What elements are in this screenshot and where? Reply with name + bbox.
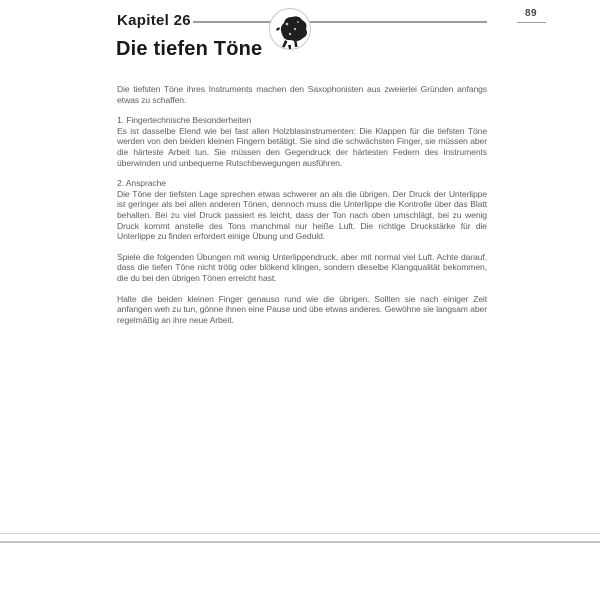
page-number: 89 [524, 8, 538, 19]
section-paragraph: Es ist dasselbe Elend wie bei fast allen Holzblasinstrumenten: Die Klappen für die tiefsten Töne werden von den beiden kleinen Fingern betätigt. Sie sind die schwächsten Finger, sie müssen aber die härteste Arbeit tun. Sie müssen den Gegendruck der härtesten Federn des Instruments überwinden und unbequeme Rutschbewegungen ausführen. [117, 125, 487, 168]
section-ansprache [117, 178, 487, 242]
saxophonist-vignette-icon [268, 7, 312, 51]
chapter-heading: Kapitel 26 [117, 12, 191, 29]
body-text-column [117, 84, 487, 335]
page-edge-line [0, 533, 600, 534]
section-heading: 2. Ansprache [117, 178, 166, 189]
section-paragraph: Die Töne der tiefsten Lage sprechen etwas schwerer an als die übrigen. Der Druck der Unterlippe ist geringer als bei allen anderen Tönen, dennoch muss die Unterlippe die Kontrolle über das Blatt behalten. Bei zu viel Druck passiert es leicht, dass der Ton nach oben umschlägt, bei zu wenig Druck kommt anstelle des Tons manchmal nur heiße Luft. Die richtige Druckstärke für die Unterlippe zu finden erfordert einige Übung und Geduld. [117, 188, 487, 242]
header-rule [193, 21, 487, 23]
closing-paragraph: Halte die beiden kleinen Finger genauso rund wie die übrigen. Sollten sie nach einiger Zeit anfangen weh zu tun, gönne ihnen eine Pause und übe etwas anderes. Gewöhne sie langsam aber regelmäßig an ihre neue Arbeit. [117, 293, 487, 325]
page-edge-line [0, 541, 600, 543]
page-number-underline [517, 22, 546, 23]
closing-paragraph: Spiele die folgenden Übungen mit wenig Unterlippendruck, aber mit normal viel Luft. Achte darauf, dass die tiefen Töne nicht trötig oder blökend klingen, sondern dieselbe Klangqualität bekommen, die du bei den übrigen Tönen erreicht hast. [117, 251, 487, 283]
page-title: Die tiefen Töne [116, 38, 263, 60]
intro-paragraph: Die tiefsten Töne ihres Instruments machen den Saxophonisten aus zweierlei Gründen anfangs etwas zu schaffen. [117, 84, 487, 105]
section-finger-technique [117, 115, 487, 168]
section-heading: 1. Fingertechnische Besonderheiten [117, 115, 252, 126]
